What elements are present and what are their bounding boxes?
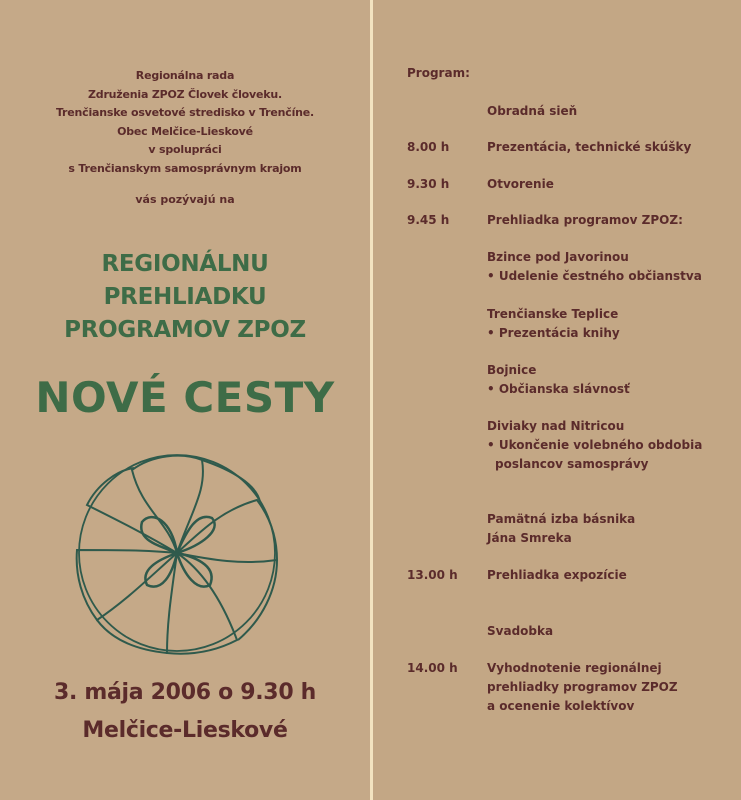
title-line: PREHLIADKU	[103, 284, 267, 310]
item-time: 8.00 h	[407, 140, 450, 154]
group	[487, 305, 620, 343]
event-date: 3. mája 2006 o 9.30 h	[53, 680, 317, 705]
group-line: • Ukončenie volebného obdobia	[487, 438, 703, 452]
group-line: • Prezentácia knihy	[487, 326, 620, 340]
group	[487, 361, 630, 399]
organizer-line: v spolupráci	[148, 143, 222, 156]
program-heading: Program:	[407, 66, 470, 80]
item-text	[487, 659, 678, 716]
item-time: 9.45 h	[407, 213, 450, 227]
organizer-line: Obec Melčice-Lieskové	[117, 124, 253, 138]
event-place: Melčice-Lieskové	[82, 718, 288, 743]
item-text: Prezentácia, technické skúšky	[487, 140, 692, 154]
organizer-line: Združenia ZPOZ Človek človeku.	[88, 87, 282, 101]
venue-heading	[487, 510, 635, 548]
item-line: Vyhodnotenie regionálnej	[487, 661, 662, 675]
item-time: 9.30 h	[407, 177, 450, 191]
title-line: PROGRAMOV ZPOZ	[64, 317, 306, 343]
organizer-line: Regionálna rada	[135, 69, 235, 82]
group	[487, 248, 702, 286]
item-time: 13.00 h	[407, 568, 458, 582]
organizer-line: s Trenčianskym samosprávnym krajom	[68, 161, 302, 175]
event-name: NOVÉ CESTY	[35, 373, 335, 422]
group-line: • Občianska slávnosť	[487, 382, 630, 396]
item-text: Prehliadka programov ZPOZ:	[487, 213, 683, 227]
organizer-line: Trenčianske osvetové stredisko v Trenčíne.	[55, 106, 315, 119]
venue-line: Jána Smreka	[487, 531, 572, 545]
group-name: Bojnice	[487, 363, 537, 377]
group-name: Trenčianske Teplice	[487, 307, 619, 321]
group-line: • Udelenie čestného občianstva	[487, 269, 702, 283]
venue-heading: Svadobka	[487, 624, 554, 638]
clover-rosette-icon	[72, 450, 282, 656]
group-line: poslancov samosprávy	[495, 457, 649, 471]
item-time: 14.00 h	[407, 661, 458, 675]
group-name: Bzince pod Javorinou	[487, 250, 629, 264]
item-line: prehliadky programov ZPOZ	[487, 680, 678, 694]
venue-heading: Obradná sieň	[487, 104, 578, 118]
title-line: REGIONÁLNU	[101, 251, 269, 277]
item-line: a ocenenie kolektívov	[487, 699, 635, 713]
group-name: Diviaky nad Nitricou	[487, 419, 625, 433]
item-text: Otvorenie	[487, 177, 554, 191]
item-text: Prehliadka expozície	[487, 568, 627, 582]
invite-text: vás pozývajú na	[135, 193, 235, 206]
organizers	[0, 67, 370, 178]
event-title	[0, 248, 370, 347]
venue-line: Pamätná izba básnika	[487, 512, 636, 526]
group	[487, 417, 702, 474]
